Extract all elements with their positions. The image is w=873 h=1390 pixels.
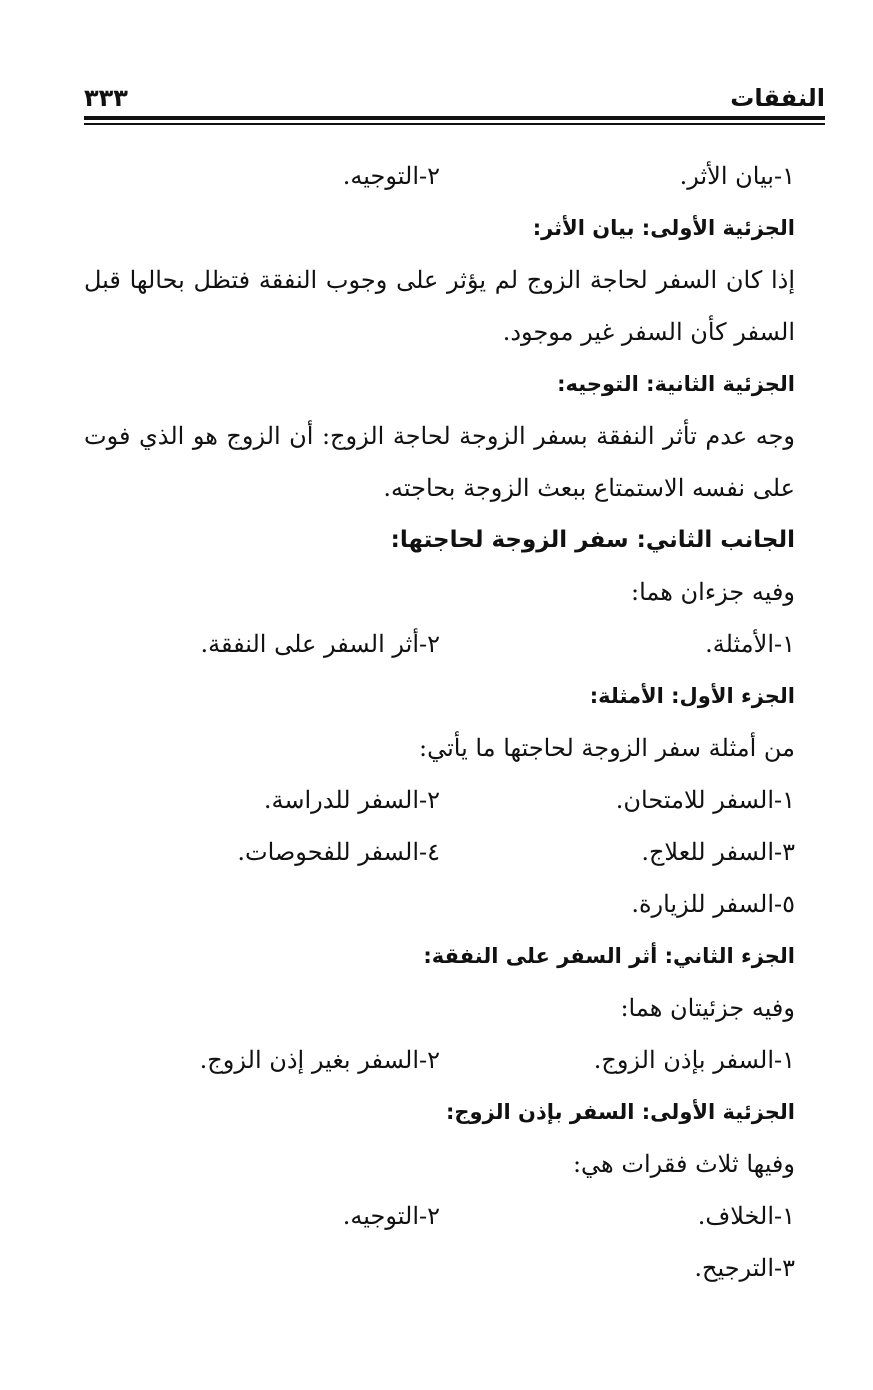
paragraph-line: وجه عدم تأثر النفقة بسفر الزوجة لحاجة الزوج: أن الزوج هو الذي فوت <box>84 422 795 450</box>
list-row <box>84 618 795 670</box>
paragraph-line: من أمثلة سفر الزوجة لحاجتها ما يأتي: <box>419 734 795 762</box>
paragraph-line: على نفسه الاستمتاع ببعث الزوجة بحاجته. <box>383 474 795 502</box>
list-item: ١-السفر بإذن الزوج. <box>593 1046 795 1074</box>
paragraph-line: وفيها ثلاث فقرات هي: <box>572 1150 795 1178</box>
list-item: ٢-أثر السفر على النفقة. <box>200 630 440 658</box>
list-row <box>84 1034 795 1086</box>
list-row <box>84 1190 795 1242</box>
list-item: ٤-السفر للفحوصات. <box>237 838 440 866</box>
list-row <box>84 826 795 878</box>
section-heading: الجزئية الأولى: بيان الأثر: <box>532 216 795 240</box>
list-item: ٢-السفر للدراسة. <box>263 786 440 814</box>
list-item: ١-الأمثلة. <box>705 630 795 658</box>
paragraph-line: وفيه جزئيتان هما: <box>620 994 795 1022</box>
page-number: ٣٣٣ <box>84 84 128 112</box>
paragraph-line: السفر كأن السفر غير موجود. <box>502 318 795 346</box>
section-heading: الجزء الأول: الأمثلة: <box>589 684 795 708</box>
page-body <box>84 150 795 1294</box>
page-header <box>84 80 825 120</box>
list-item: ١-السفر للامتحان. <box>615 786 795 814</box>
section-heading: الجانب الثاني: سفر الزوجة لحاجتها: <box>390 527 795 553</box>
list-item: ٥-السفر للزيارة. <box>631 890 795 918</box>
list-item: ٣-الترجيح. <box>694 1254 795 1282</box>
header-rule-thin <box>84 123 825 125</box>
paragraph-line: وفيه جزءان هما: <box>630 578 795 606</box>
paragraph-line: إذا كان السفر لحاجة الزوج لم يؤثر على وجوب النفقة فتظل بحالها قبل <box>84 266 795 294</box>
chapter-title: النفقات <box>730 84 825 112</box>
header-rule-thick <box>84 116 825 120</box>
list-item: ٢-التوجيه. <box>342 162 440 190</box>
section-heading: الجزئية الأولى: السفر بإذن الزوج: <box>446 1100 795 1124</box>
list-item: ١-بيان الأثر. <box>679 162 795 190</box>
list-item: ٣-السفر للعلاج. <box>641 838 795 866</box>
section-heading: الجزئية الثانية: التوجيه: <box>557 372 795 396</box>
list-item: ١-الخلاف. <box>697 1202 795 1230</box>
list-item: ٢-التوجيه. <box>342 1202 440 1230</box>
list-item: ٢-السفر بغير إذن الزوج. <box>199 1046 440 1074</box>
list-row <box>84 150 795 202</box>
section-heading: الجزء الثاني: أثر السفر على النفقة: <box>423 944 795 968</box>
list-row <box>84 774 795 826</box>
